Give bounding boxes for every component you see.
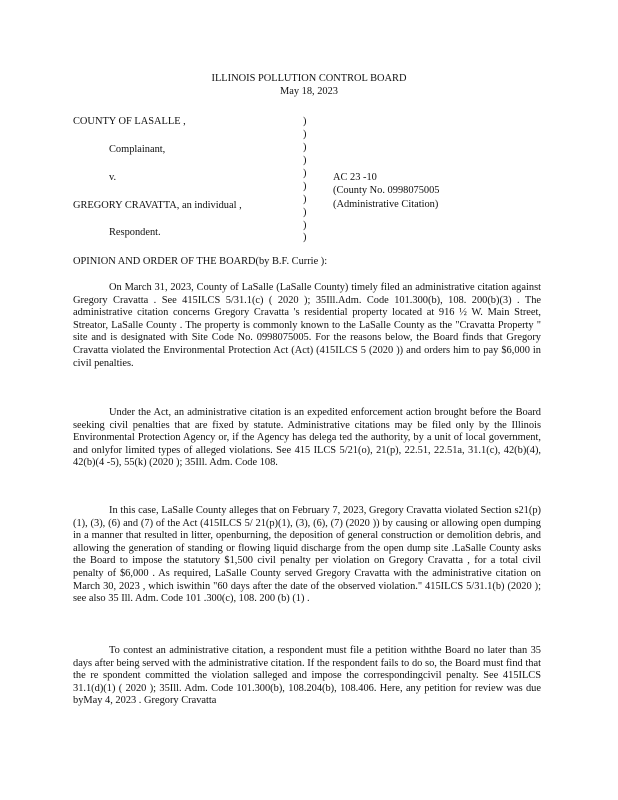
caption-paren: ) (303, 194, 307, 205)
case-number: AC 23 -10 (333, 172, 377, 183)
caption-paren: ) (303, 116, 307, 127)
caption-paren: ) (303, 142, 307, 153)
respondent-role: Respondent. (109, 227, 161, 238)
caption-paren: ) (303, 155, 307, 166)
body-paragraph: In this case, LaSalle County alleges that on February 7, 2023, Gregory Cravatta violated Section s21(p) (1), (3), (6) and (7) of the Act (415ILCS 5/ 21(p)(1), (3), (6), (7) (2020 )) by causing or allowing open dumping in a manner that resulted in litter, openburning, the deposition of general construction or demolition debris, and allowing the generation of standing or flowing liquid discharge from the open dump site .LaSalle County asks the Board to impose the statutory $1,500 civil penalty per violation on Gregory Cravatta , for a total civil penalty of $6,000 . As required, LaSalle County served Gregory Cravatta with the administrative citation on March 30, 2023 , which iswithin "60 days after the date of the observed violation." 415ILCS 5/31.1(b) (2020 ); see also 35 Ill. Adm. Code 101 .300(c), 108. 200 (b) (1) . (73, 505, 541, 605)
case-type: (Administrative Citation) (333, 199, 439, 210)
body-paragraph: On March 31, 2023, County of LaSalle (LaSalle County) timely filed an administrative citation against Gregory Cravatta . See 415ILCS 5/31.1(c) ( 2020 ); 35Ill.Adm. Code 101.300(b), 108. 200(b)(3) . The administrative citation concerns Gregory Cravatta 's residential property located at 916 ½ W. Main Street, Streator, LaSalle County . The property is commonly known to the LaSalle County as the "Cravatta Property " site and is designated with Site Code No. 0998075005. For the reasons below, the Board finds that Gregory Cravatta violated the Environmental Protection Act (Act) (415ILCS 5 (2020 )) and orders him to pay $6,000 in civil penalties. (73, 282, 541, 369)
caption-paren: ) (303, 129, 307, 140)
plaintiff-role: Complainant, (109, 144, 166, 155)
caption-paren: ) (303, 232, 307, 243)
opinion-heading: OPINION AND ORDER OF THE BOARD(by B.F. Currie ): (73, 256, 328, 267)
body-paragraph: Under the Act, an administrative citation is an expedited enforcement action brought before the Board seeking civil penalties that are fixed by statute. Administrative citations may be filed only by the Illinois Environmental Protection Agency or, if the Agency has delega ted the authority, by a unit of local government, and onlyfor limited types of alleged violations. See 415 ILCS 5/21(o), 21(p), 22.51, 22.51a, 31.1(c), 42(b)(4), 42(b)(4 -5), 55(k) (2020 ); 35Ill. Adm. Code 108. (73, 407, 541, 469)
respondent-name: GREGORY CRAVATTA, an individual , (73, 200, 242, 211)
caption-paren: ) (303, 168, 307, 179)
opinion-date: May 18, 2023 (279, 86, 338, 97)
versus: v. (109, 172, 117, 183)
body-paragraph: To contest an administrative citation, a respondent must file a petition withthe Board no later than 35 days after being served with the administrative citation. If the respondent fails to do so, the Board must find that the re spondent committed the violation salleged and impose the correspondingcivil penalty. See 415ILCS 31.1(d)(1) ( 2020 ); 35Ill. Adm. Code 101.300(b), 108.204(b), 108.406. Here, any petition for review was due byMay 4, 2023 . Gregory Cravatta (73, 645, 541, 707)
caption-paren: ) (303, 207, 307, 218)
caption-paren: ) (303, 181, 307, 192)
caption-paren: ) (303, 220, 307, 231)
plaintiff-name: COUNTY OF LASALLE , (73, 116, 186, 127)
board-name: ILLINOIS POLLUTION CONTROL BOARD (211, 73, 407, 84)
site-code: (County No. 0998075005 (333, 185, 440, 196)
